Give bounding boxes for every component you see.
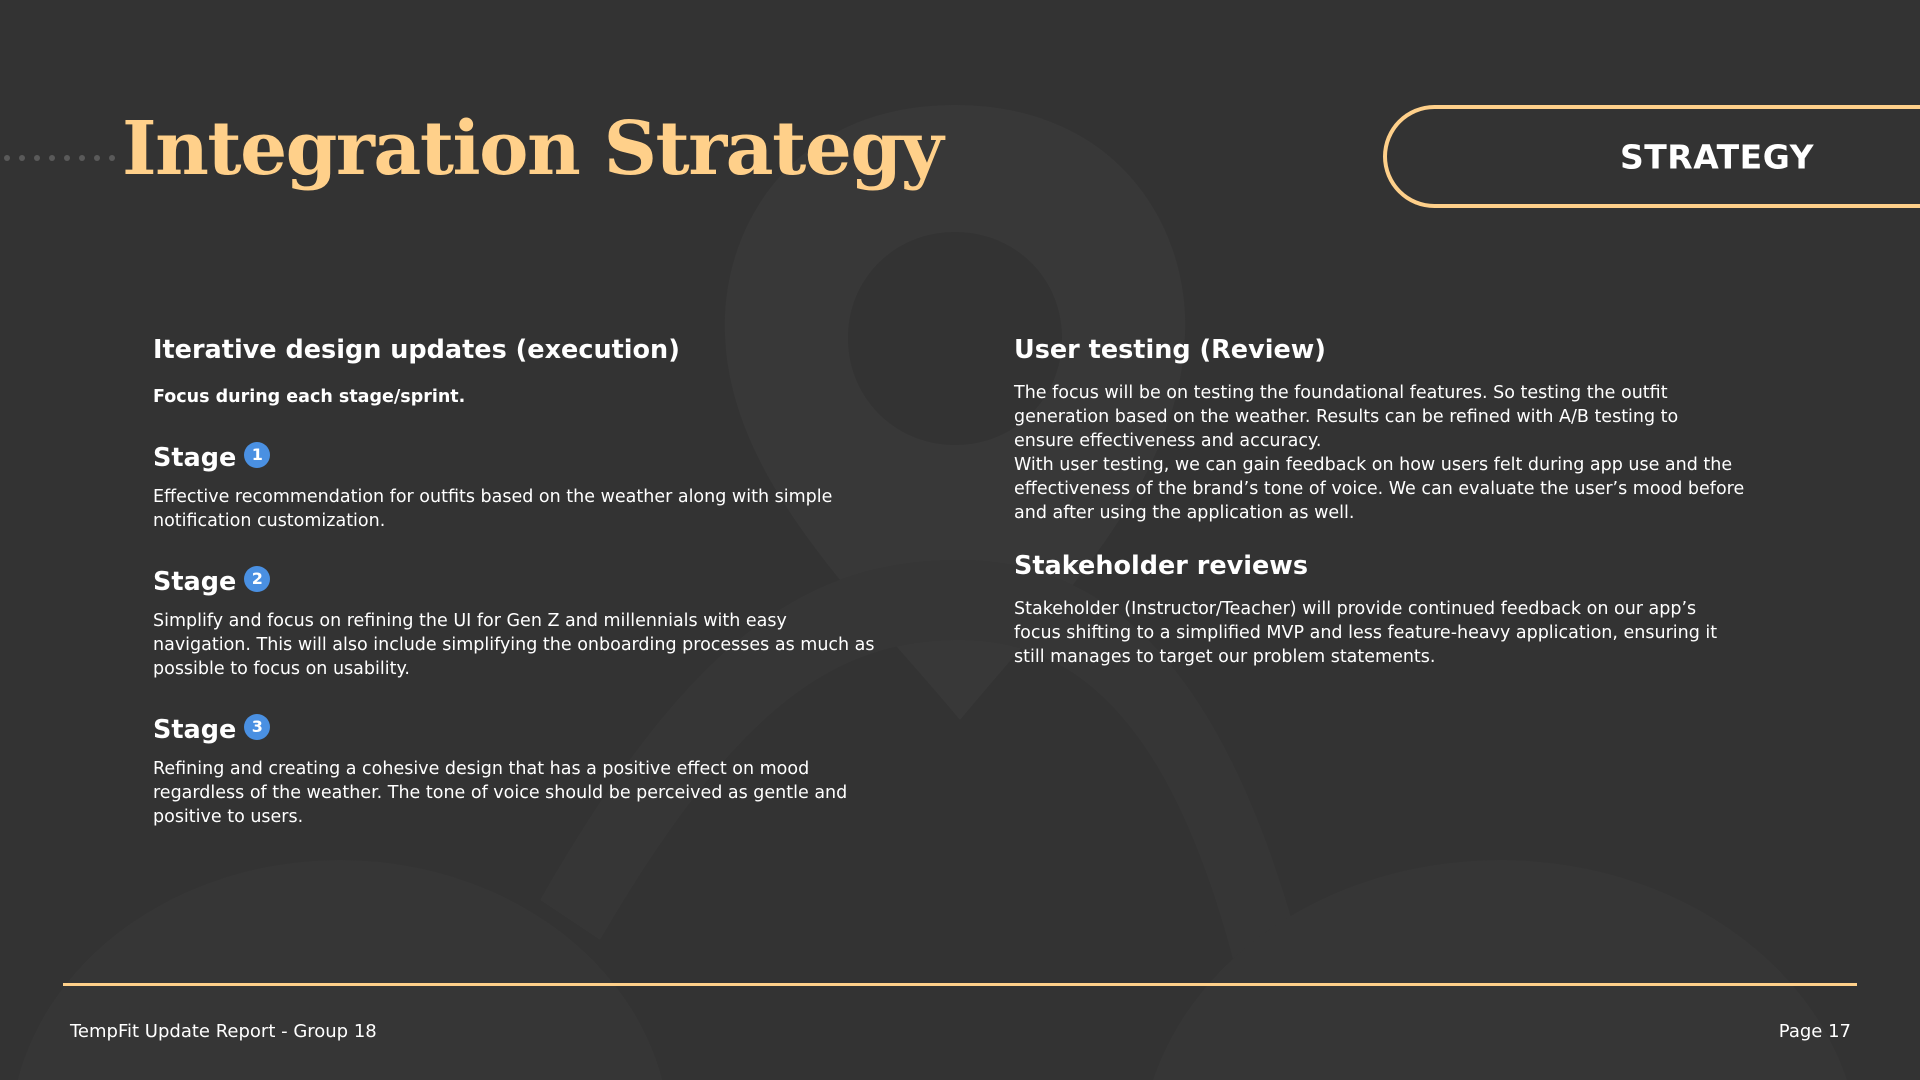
stage-2	[153, 565, 913, 681]
section-badge-label: STRATEGY	[1620, 137, 1814, 176]
stakeholder-description	[1014, 597, 1784, 669]
stage-2-number-badge: 2	[244, 566, 270, 592]
stage-1-label: Stage	[153, 443, 237, 473]
stage-1-line: notification customization.	[153, 511, 386, 531]
user-testing-line: The focus will be on testing the foundational features. So testing the outfit	[1014, 383, 1668, 403]
stage-3-number-badge: 3	[244, 714, 270, 740]
title-dots-decoration	[4, 155, 115, 161]
user-testing-description	[1014, 381, 1784, 525]
stage-1	[153, 441, 913, 533]
stage-1-number-badge: 1	[244, 442, 270, 468]
left-column	[153, 333, 913, 829]
stakeholder-line: still manages to target our problem statements.	[1014, 647, 1436, 667]
stage-3-description	[153, 757, 913, 829]
page-title: Integration Strategy	[122, 106, 943, 192]
stakeholder-line: focus shifting to a simplified MVP and less feature-heavy application, ensuring it	[1014, 623, 1718, 643]
stage-1-header	[153, 441, 913, 475]
user-testing-line: generation based on the weather. Results can be refined with A/B testing to	[1014, 407, 1679, 427]
stage-3-line: Refining and creating a cohesive design that has a positive effect on mood	[153, 759, 810, 779]
stage-2-description	[153, 609, 913, 681]
user-testing-section	[1014, 333, 1784, 525]
stage-2-line: navigation. This will also include simplifying the onboarding processes as much as	[153, 635, 875, 655]
user-testing-line: effectiveness of the brand’s tone of voice. We can evaluate the user’s mood before	[1014, 479, 1745, 499]
stage-2-line: Simplify and focus on refining the UI for Gen Z and millennials with easy	[153, 611, 787, 631]
footer-page-number: Page 17	[1778, 1021, 1851, 1042]
user-testing-heading: User testing (Review)	[1014, 335, 1326, 365]
stakeholder-heading: Stakeholder reviews	[1014, 551, 1309, 581]
user-testing-line: With user testing, we can gain feedback on how users felt during app use and the	[1014, 455, 1733, 475]
stakeholder-section	[1014, 549, 1784, 669]
iterative-design-heading: Iterative design updates (execution)	[153, 335, 680, 365]
stage-3	[153, 713, 913, 829]
stage-1-description	[153, 485, 913, 533]
stage-3-label: Stage	[153, 715, 237, 745]
user-testing-line: ensure effectiveness and accuracy.	[1014, 431, 1322, 451]
stage-2-label: Stage	[153, 567, 237, 597]
stakeholder-line: Stakeholder (Instructor/Teacher) will provide continued feedback on our app’s	[1014, 599, 1697, 619]
user-testing-line: and after using the application as well.	[1014, 503, 1355, 523]
stage-1-line: Effective recommendation for outfits based on the weather along with simple	[153, 487, 833, 507]
stage-3-header	[153, 713, 913, 747]
footer-divider	[63, 983, 1857, 986]
focus-subheading: Focus during each stage/sprint.	[153, 387, 466, 407]
right-column	[1014, 333, 1784, 669]
footer-report-title: TempFit Update Report - Group 18	[70, 1021, 377, 1042]
stage-3-line: positive to users.	[153, 807, 304, 827]
stage-3-line: regardless of the weather. The tone of voice should be perceived as gentle and	[153, 783, 848, 803]
section-badge	[1383, 105, 1920, 208]
stage-2-line: possible to focus on usability.	[153, 659, 410, 679]
stage-2-header	[153, 565, 913, 599]
